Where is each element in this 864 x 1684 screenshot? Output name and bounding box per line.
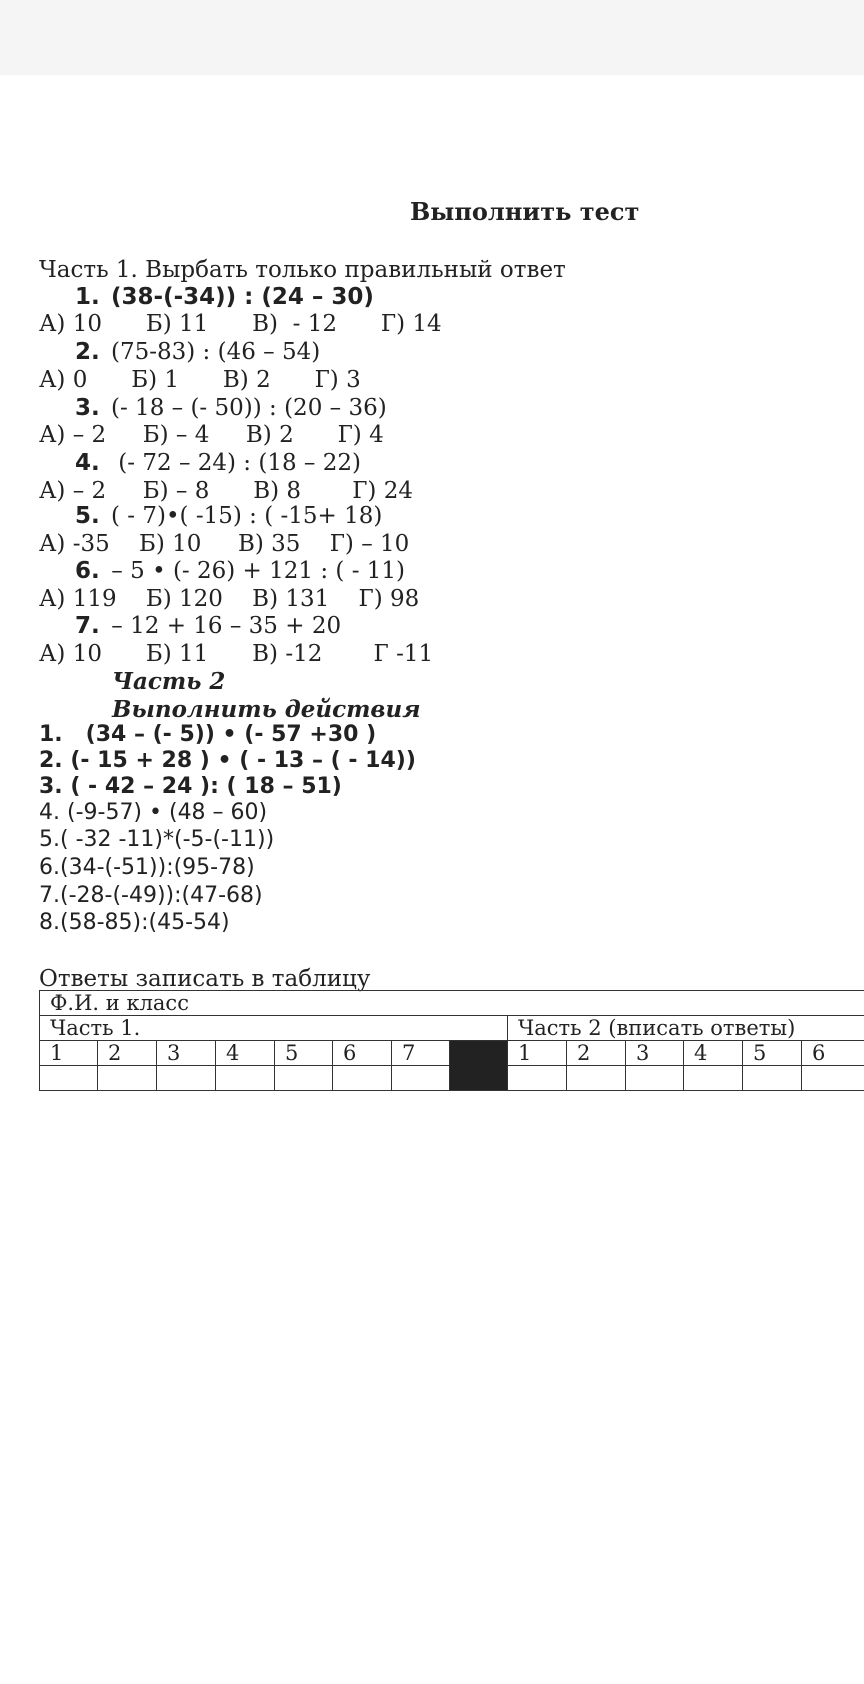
answers-table bbox=[39, 990, 864, 1091]
answer-cell[interactable] bbox=[40, 1066, 98, 1091]
question-answers: А) 10 Б) 11 В) - 12 Г) 14 bbox=[39, 311, 442, 337]
part1-number-cell: 7 bbox=[392, 1041, 450, 1066]
answer-cell[interactable] bbox=[743, 1066, 802, 1091]
numbers-row bbox=[40, 1041, 864, 1066]
part2-subheading: Выполнить действия bbox=[112, 696, 421, 723]
answer-cell[interactable] bbox=[216, 1066, 275, 1091]
part1-number-cell: 6 bbox=[333, 1041, 392, 1066]
part1-label: Часть 1. bbox=[40, 1016, 508, 1041]
question-number: 3. bbox=[75, 395, 100, 421]
answer-cell[interactable] bbox=[567, 1066, 626, 1091]
answer-cell[interactable] bbox=[684, 1066, 743, 1091]
question-answers: А) -35 Б) 10 В) 35 Г) – 10 bbox=[39, 531, 410, 557]
part2-item: 3. ( - 42 – 24 ): ( 18 – 51) bbox=[39, 774, 342, 799]
question-answers: А) – 2 Б) – 8 В) 8 Г) 24 bbox=[39, 478, 413, 504]
part1-number-cell: 5 bbox=[275, 1041, 333, 1066]
question-number: 7. bbox=[75, 613, 100, 639]
answer-cell[interactable] bbox=[802, 1066, 864, 1091]
part1-number-cell: 1 bbox=[40, 1041, 98, 1066]
part2-item: 1. (34 – (- 5)) • (- 57 +30 ) bbox=[39, 722, 377, 747]
part2-number-cell: 6 bbox=[802, 1041, 864, 1066]
question-answers: А) 10 Б) 11 В) -12 Г -11 bbox=[39, 641, 434, 667]
question-expression: (- 18 – (- 50)) : (20 – 36) bbox=[111, 395, 387, 421]
answer-cell[interactable] bbox=[508, 1066, 567, 1091]
separator-cell bbox=[450, 1041, 508, 1091]
name-row bbox=[40, 991, 864, 1016]
part2-item: 4. (-9-57) • (48 – 60) bbox=[39, 800, 268, 825]
question-answers: А) – 2 Б) – 4 В) 2 Г) 4 bbox=[39, 422, 384, 448]
part2-item: 7.(-28-(-49)):(47-68) bbox=[39, 883, 263, 908]
part2-number-cell: 4 bbox=[684, 1041, 743, 1066]
question-expression: (75-83) : (46 – 54) bbox=[111, 339, 321, 365]
question-answers: А) 0 Б) 1 В) 2 Г) 3 bbox=[39, 367, 361, 393]
answer-cell[interactable] bbox=[157, 1066, 216, 1091]
answer-cell[interactable] bbox=[275, 1066, 333, 1091]
question-expression: – 12 + 16 – 35 + 20 bbox=[104, 613, 342, 639]
question-expression: ( - 7)•( -15) : ( -15+ 18) bbox=[111, 503, 383, 529]
part2-heading: Часть 2 bbox=[112, 668, 226, 695]
part1-heading: Часть 1. Вырбать только правильный ответ bbox=[39, 257, 566, 283]
part2-label: Часть 2 (вписать ответы) bbox=[508, 1016, 864, 1041]
part1-number-cell: 4 bbox=[216, 1041, 275, 1066]
question-expression: – 5 • (- 26) + 121 : ( - 11) bbox=[104, 558, 406, 584]
part2-number-cell: 1 bbox=[508, 1041, 567, 1066]
part2-item: 8.(58-85):(45-54) bbox=[39, 910, 230, 935]
part2-item: 5.( -32 -11)*(-5-(-11)) bbox=[39, 827, 275, 852]
question-number: 5. bbox=[75, 503, 100, 529]
part2-number-cell: 3 bbox=[626, 1041, 684, 1066]
answer-cell[interactable] bbox=[626, 1066, 684, 1091]
part2-number-cell: 5 bbox=[743, 1041, 802, 1066]
part2-item: 2. (- 15 + 28 ) • ( - 13 – ( - 14)) bbox=[39, 748, 416, 773]
question-number: 6. bbox=[75, 558, 100, 584]
part-labels-row bbox=[40, 1016, 864, 1041]
question-answers: А) 119 Б) 120 В) 131 Г) 98 bbox=[39, 586, 420, 612]
question-number: 4. bbox=[75, 450, 100, 476]
question-expression: (38-(-34)) : (24 – 30) bbox=[111, 284, 374, 310]
question-expression: (- 72 – 24) : (18 – 22) bbox=[111, 450, 361, 476]
part1-number-cell: 3 bbox=[157, 1041, 216, 1066]
page-title: Выполнить тест bbox=[410, 197, 640, 226]
answer-cell[interactable] bbox=[98, 1066, 157, 1091]
answer-cell[interactable] bbox=[333, 1066, 392, 1091]
name-label: Ф.И. и класс bbox=[40, 991, 864, 1016]
part1-number-cell: 2 bbox=[98, 1041, 157, 1066]
answer-cell[interactable] bbox=[392, 1066, 450, 1091]
question-number: 1. bbox=[75, 284, 100, 310]
top-bar bbox=[0, 0, 864, 75]
part2-number-cell: 2 bbox=[567, 1041, 626, 1066]
part2-item: 6.(34-(-51)):(95-78) bbox=[39, 855, 255, 880]
question-number: 2. bbox=[75, 339, 100, 365]
answers-note: Ответы записать в таблицу bbox=[39, 966, 371, 992]
